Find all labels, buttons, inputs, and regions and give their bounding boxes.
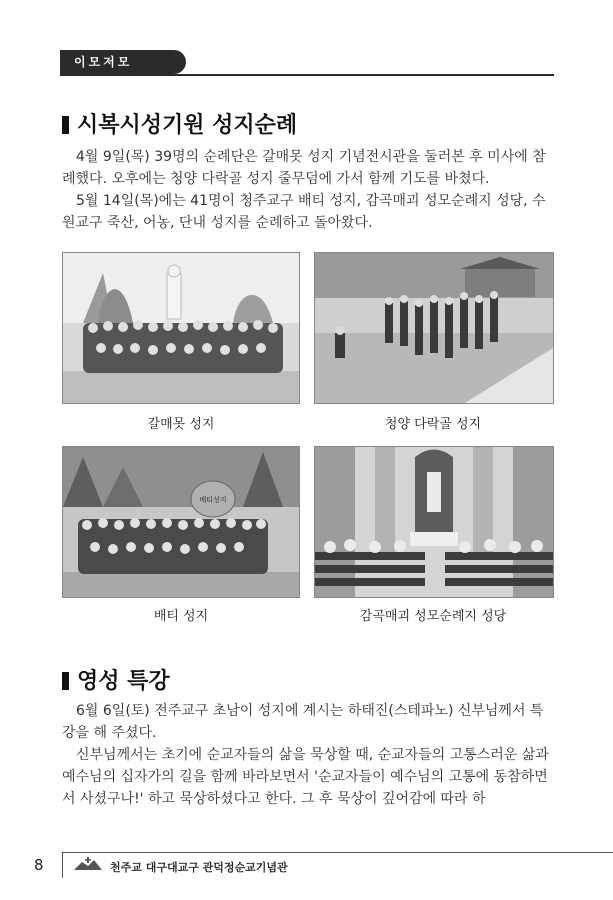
section-tag: 이모저모: [60, 50, 186, 74]
heading-marker: [62, 672, 69, 690]
header-rule: [60, 74, 554, 76]
section1-heading: [62, 108, 297, 139]
caption-gamgok: 감곡매괴 성모순례지 성당: [359, 609, 507, 624]
section1-title: 시복시성기원 성지순례: [77, 113, 298, 138]
page-number: 8: [34, 856, 44, 874]
photo-darakgol: [314, 252, 554, 404]
footer-rule: [62, 852, 613, 853]
section1-para1: 4월 9일(목) 39명의 순례단은 갈매못 성지 기념전시관을 둘러본 후 미사에 참례했다. 오후에는 청양 다락골 성지 줄무덤에 가서 함께 기도를 바쳤다.: [62, 149, 546, 187]
caption-darakgol: 청양 다락골 성지: [384, 417, 482, 432]
caption-galmaemot: 갈매못 성지: [147, 417, 215, 432]
section2-para1: 6월 6일(토) 전주교구 초남이 성지에 계시는 하태진(스테파노) 신부님께서 특강을 해 주셨다.: [62, 703, 544, 741]
footer-divider: [62, 852, 63, 878]
photo-baeti: [62, 446, 300, 598]
section2-body: [62, 700, 556, 810]
section2-heading: [62, 664, 170, 695]
heading-marker: [62, 116, 69, 134]
caption-baeti: 배티 성지: [153, 609, 209, 624]
photo-galmaemot: [62, 252, 300, 404]
section2-para2: 신부님께서는 초기에 순교자들의 삶을 묵상할 때, 순교자들의 고통스러운 삶과 예수님의 십자가의 길을 함께 바라보면서 '순교자들이 예수님의 고통에 동참하면서 사셨구나!' 하고 묵상하셨다고 한다. 그 후 묵상이 깊어감에 따라 하: [62, 747, 549, 807]
publisher-name: 천주교 대구대교구 관덕정순교기념관: [110, 861, 288, 874]
church-logo-icon: [72, 856, 104, 876]
section2-title: 영성 특강: [77, 669, 170, 694]
section1-para2: 5월 14일(목)에는 41명이 청주교구 배티 성지, 감곡매괴 성모순례지 성당, 수원교구 죽산, 어농, 단내 성지를 순례하고 돌아왔다.: [62, 193, 546, 231]
photo-gamgok: [314, 446, 554, 598]
baeti-stone-sign: 배티성지: [199, 496, 227, 504]
section1-body: [62, 146, 556, 234]
